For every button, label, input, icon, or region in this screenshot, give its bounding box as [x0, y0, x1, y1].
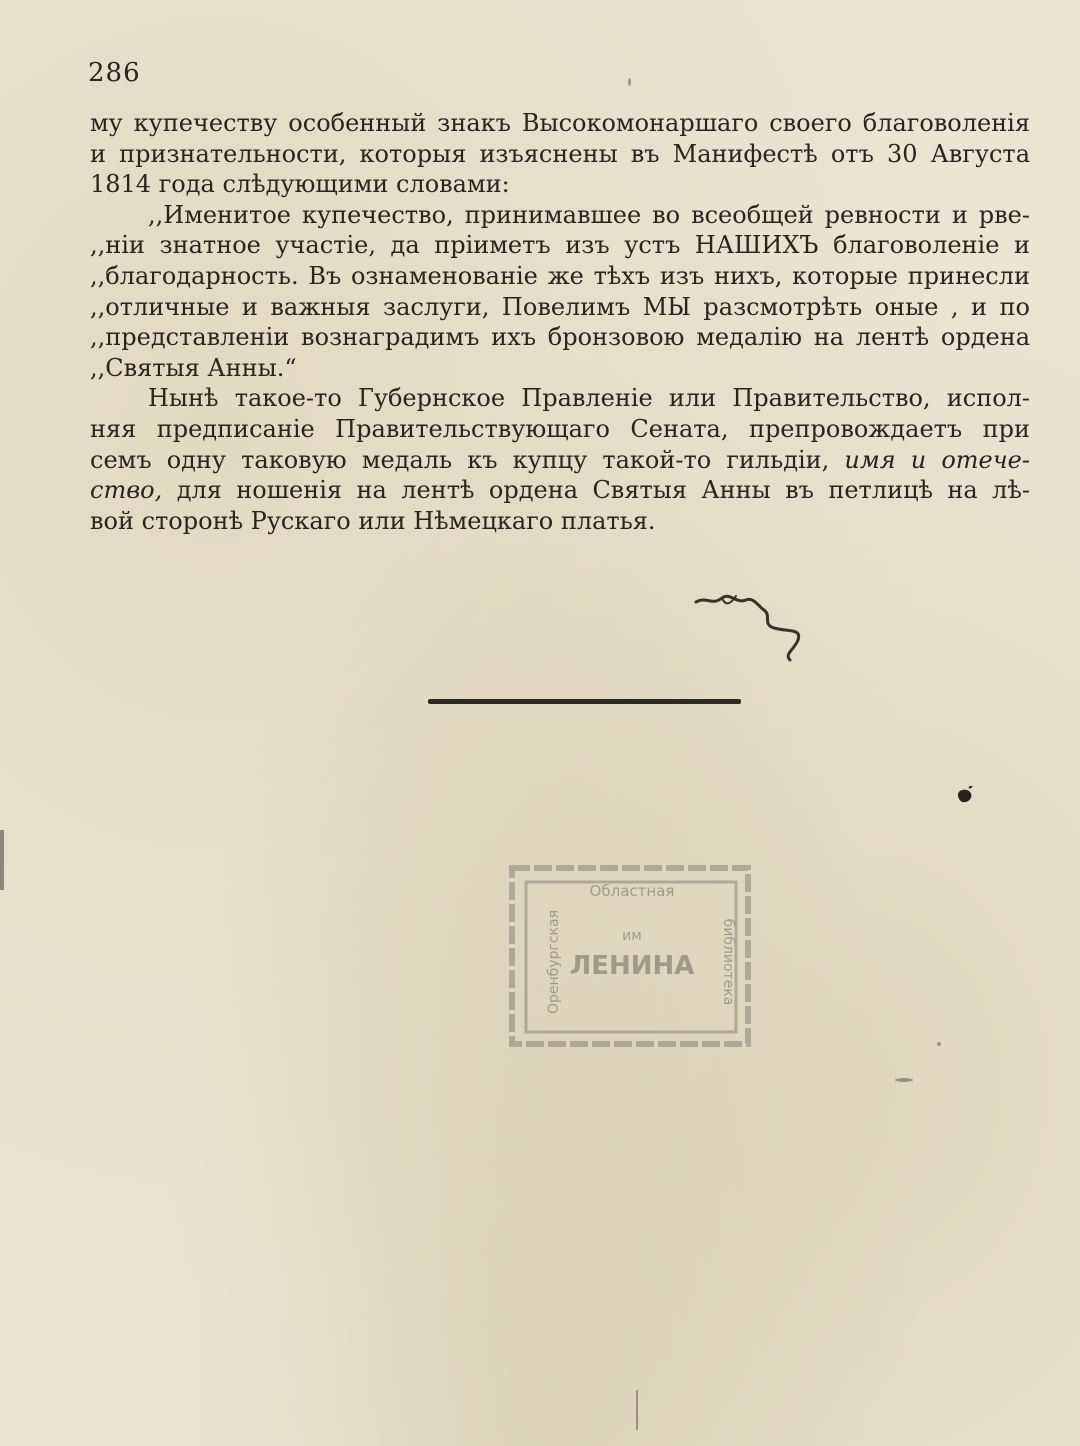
text-line-2: и признательности, которыя изъяснены въ Манифестѣ отъ 30 Августа: [90, 139, 1030, 168]
library-stamp: [508, 862, 753, 1050]
text-line-13-rest: для ношенія на лентѣ ордена Святыя Анны въ петлицѣ на лѣ-: [162, 476, 1030, 505]
text-line-12: [90, 445, 1030, 476]
text-line-9: ,,Святыя Анны.“: [90, 353, 297, 382]
text-line-13: [90, 475, 1030, 506]
stamp-left-text: Оренбургская: [546, 910, 562, 1014]
text-line-11: няя предписаніе Правительствующаго Сената, препровождаетъ при: [90, 414, 1030, 443]
text-line-7: ,,отличные и важныя заслуги, Повелимъ МЫ разсмотрѣть оные , и по: [90, 292, 1030, 321]
section-divider: [428, 699, 741, 704]
text-line-12-main: семъ одну таковую медаль къ купцу такой-то гильдіи,: [90, 445, 830, 474]
stamp-right-text: библиотека: [720, 918, 736, 1006]
text-line-3: 1814 года слѣдующими словами:: [90, 170, 510, 199]
paper-speck: [628, 78, 631, 86]
text-line-8: ,,представленіи вознаградимъ ихъ бронзовою медалію на лентѣ ордена: [90, 323, 1030, 352]
page-number: 286: [88, 58, 141, 88]
text-line-10: Нынѣ такое-то Губернское Правленіе или Правительство, испол-: [148, 384, 1030, 413]
text-line-14: вой сторонѣ Рускаго или Нѣмецкаго платья.: [90, 506, 656, 535]
margin-mark: [0, 830, 4, 890]
text-line-1: му купечеству особенный знакъ Высокомонаршаго своего благоволенія: [90, 109, 1030, 137]
paper-speck: [937, 1042, 941, 1046]
stamp-middle-text: им: [622, 928, 642, 944]
paper-speck: [895, 1078, 913, 1082]
stamp-bottom-text: ЛЕНИНА: [569, 951, 695, 981]
text-line-13-italic: ство,: [90, 476, 163, 505]
text-line-6: ,,благодарность. Въ ознаменованіе же тѣхъ изъ нихъ, которые принесли: [90, 261, 1030, 290]
paper-speck: [636, 1390, 638, 1430]
signature-flourish-icon: [692, 588, 822, 668]
stamp-top-text: Областная: [589, 882, 675, 900]
ink-blot-icon: [955, 786, 975, 804]
text-line-5: ,,ніи знатное участіе, да пріиметъ изъ устъ НАШИХЪ благоволеніе и: [90, 231, 1030, 260]
body-text: [90, 108, 1030, 536]
text-line-12-italic: имя и отече-: [844, 445, 1030, 474]
text-line-4: ,,Именитое купечество, принимавшее во всеобщей ревности и рве-: [148, 200, 1030, 229]
